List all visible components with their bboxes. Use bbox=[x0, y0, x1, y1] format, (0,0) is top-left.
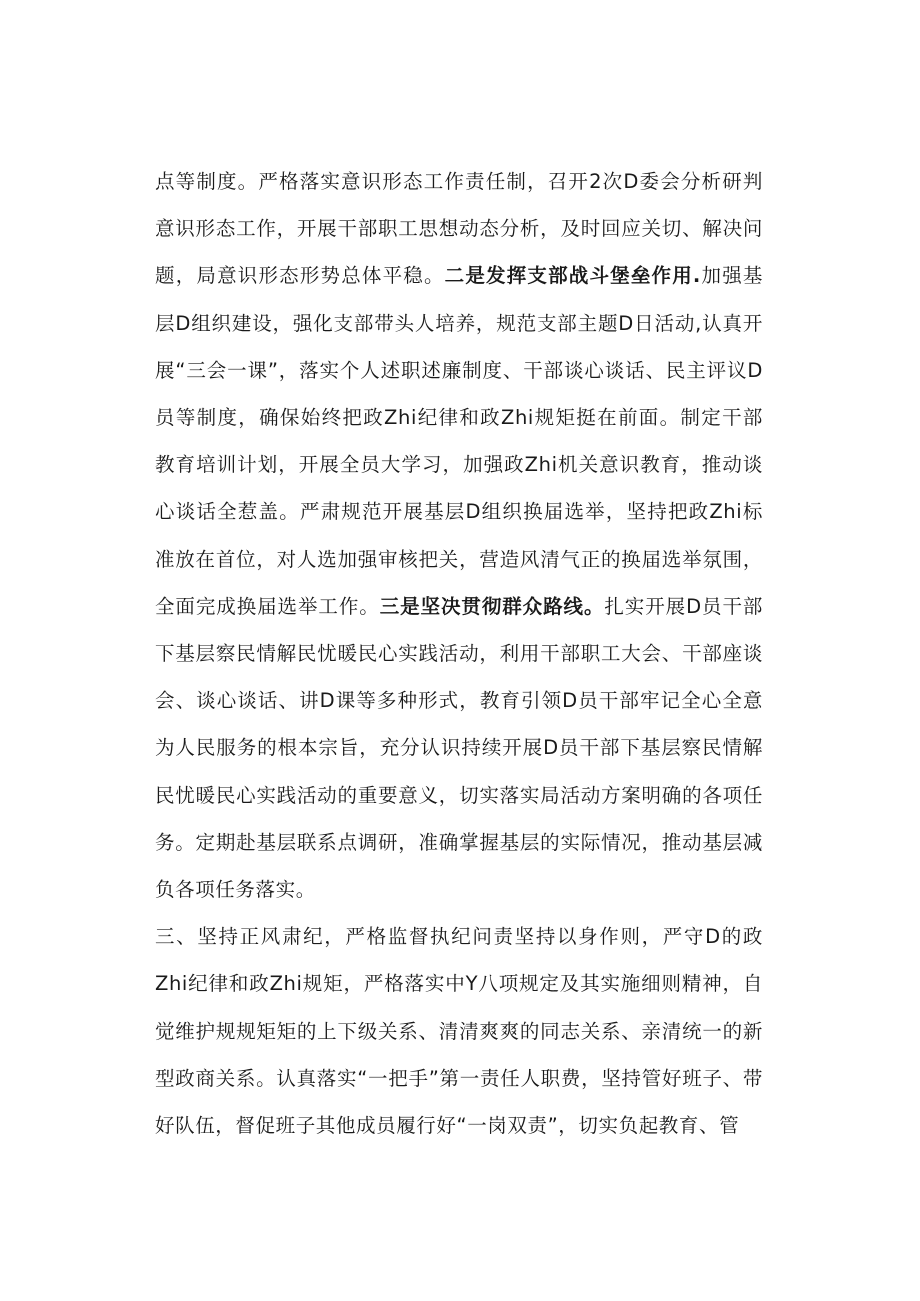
paragraph-section-three: 三、坚持正风肃纪，严格监督执纪问责坚持以身作则，严守D的政Zhi纪律和政Zhi规矩，严格落实中Y八项规定及其实施细则精神，自觉维护规规矩矩的上下级关系、清清爽爽的同志关系、亲清统一的新型政商关系。认真落实“一把手”第一责任人职费，坚持管好班子、带好队伍，督促班子其他成员履行好“一岗双责”，切实负起教育、管 bbox=[155, 925, 763, 1138]
section-heading-two: 二是发挥支部战斗堡垒作用. bbox=[444, 264, 701, 288]
paragraph-continuation bbox=[155, 158, 763, 913]
document-page bbox=[155, 158, 763, 1149]
section-body-three: 扎实开展D员干部下基层察民情解民忧暖民心实践活动，利用干部职工大会、干部座谈会、谈心谈话、讲D课等多种形式，教育引领D员干部牢记全心全意为人民服务的根本宗旨，充分认识持续开展D员干部下基层察民情解民忧暖民心实践活动的重要意义，切实落实局活动方案明确的各项任务。定期赴基层联系点调研，准确掌握基层的实际情况，推动基层减负各项任务落实。 bbox=[155, 594, 763, 902]
section-heading-three: 三是坚决贯彻群众路线。 bbox=[379, 594, 605, 618]
section-body-two: 加强基层D组织建设，强化支部带头人培养，规范支部主题D日活动,认真开展“三会一课”，落实个人述职述廉制度、干部谈心谈话、民主评议D员等制度，确保始终把政Zhi纪律和政Zhi规矩挺在前面。制定干部教育培训计划，开展全员大学习，加强政Zhi机关意识教育，推动谈心谈话全惹盖。严肃规范开展基层D组织换届选举，坚持把政Zhi标准放在首位，对人选加强审核把关，营造风清气正的换届选举氛围，全面完成换届选举工作。 bbox=[155, 264, 763, 618]
paragraph-lead-text: 点等制度。严格落实意识形态工作责任制，召开2次D委会分析研判意识形态工作，开展干部职工思想动态分析，及时回应关切、解决问题，局意识形态形势总体平稳。 bbox=[155, 170, 763, 288]
